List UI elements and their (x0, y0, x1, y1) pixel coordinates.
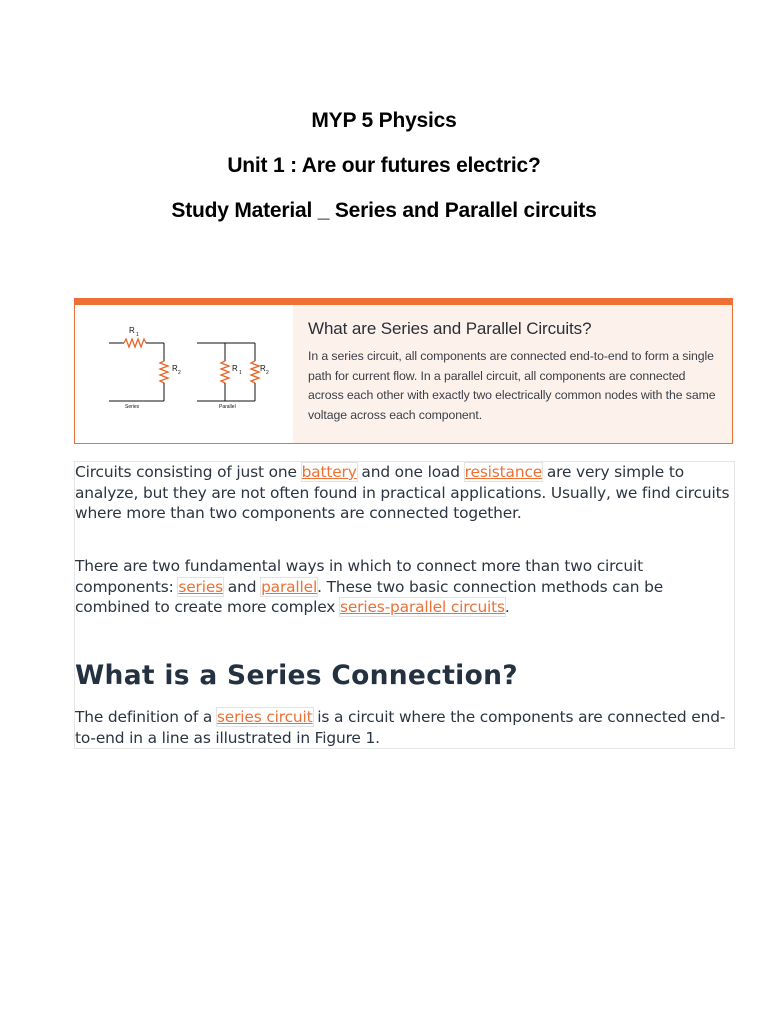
parallel-circuit-diagram (197, 343, 259, 401)
circuit-diagram (75, 305, 293, 443)
series-r2-label: R (172, 364, 178, 373)
circuit-diagram-svg (75, 305, 293, 443)
series-r2-subscript: 2 (178, 370, 181, 376)
banner-text-panel (293, 305, 732, 443)
link-series-parallel-circuits[interactable]: series-parallel circuits (339, 598, 505, 616)
parallel-r1-label: R (232, 364, 238, 373)
link-battery[interactable]: battery (301, 463, 357, 481)
document-title-course: MYP 5 Physics (311, 109, 457, 132)
paragraph-definition-text-2: is a circuit where the components are connected end-to-end in a line as illustrated in Figure 1. (75, 708, 726, 747)
paragraph-intro-text-1: Circuits consisting of just one (75, 463, 302, 481)
series-caption: Series (125, 404, 140, 410)
paragraph-methods-text-2: and (223, 577, 262, 596)
paragraph-definition-text-1: The definition of a (75, 708, 217, 726)
parallel-r1-subscript: 1 (239, 370, 242, 376)
banner-body: In a series circuit, all components are connected end-to-end to form a single path for current flow. In a parallel circuit, all components are connected across each other with exactly two electrically common nodes with the same voltage across each component. (308, 349, 716, 422)
paragraph-methods-text-4: . (504, 598, 510, 616)
paragraph-intro (75, 462, 730, 524)
series-r1-subscript: 1 (136, 332, 139, 338)
paragraph-intro-text-3: are very simple to analyze, but they are not often found in practical applications. Usually, we find circuits where more than two components are connected together. (75, 463, 730, 522)
document-title-unit: Unit 1 : Are our futures electric? (227, 154, 541, 177)
banner-heading: What are Series and Parallel Circuits? (308, 319, 592, 338)
link-parallel[interactable]: parallel (261, 577, 318, 596)
parallel-caption: Parallel (219, 404, 236, 410)
paragraph-connection-methods (75, 556, 730, 618)
document-title-topic: Study Material _ Series and Parallel circuits (171, 199, 597, 222)
section-heading-series-connection: What is a Series Connection? (75, 660, 518, 691)
link-series-circuit[interactable]: series circuit (216, 708, 313, 726)
article-content (74, 461, 735, 749)
series-circuit-diagram (109, 339, 168, 401)
parallel-r2-subscript: 2 (266, 370, 269, 376)
series-r1-label: R (129, 326, 135, 335)
link-resistance[interactable]: resistance (464, 463, 543, 481)
series-parallel-banner (74, 298, 733, 444)
paragraph-methods-text-1: There are two fundamental ways in which to connect more than two circuit components: (75, 557, 643, 596)
document-title-block (0, 104, 768, 239)
paragraph-intro-text-2: and one load (356, 463, 465, 481)
parallel-r2-label: R (260, 364, 266, 373)
link-series[interactable]: series (178, 577, 224, 596)
paragraph-series-definition (75, 707, 730, 748)
paragraph-methods-text-3: . These two basic connection methods can be combined to create more complex (75, 577, 664, 616)
